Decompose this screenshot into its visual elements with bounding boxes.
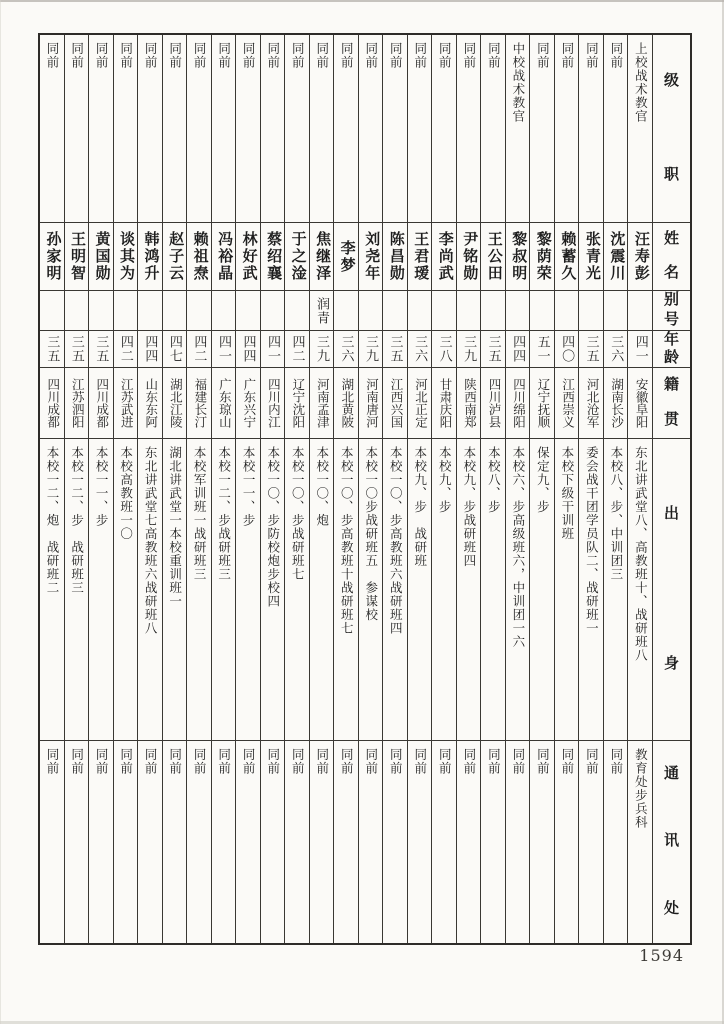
cell-native-place: 福建长汀	[187, 368, 211, 439]
cell-origin: 本校一二、步 战研班三	[65, 439, 89, 741]
cell-origin: 本校一〇、步战研班七	[285, 439, 309, 741]
cell-origin: 本校八、步、中训团三	[604, 439, 628, 741]
cell-address: 同前	[412, 748, 427, 775]
cell-native-place: 四川泸县	[481, 368, 505, 439]
header-cell-rank: 级 职	[653, 35, 690, 223]
person-column	[40, 35, 65, 943]
header-cell-address: 通 讯 处	[663, 766, 679, 917]
cell-rank: 同前	[138, 35, 162, 223]
cell-rank: 同前	[65, 35, 89, 223]
cell-alias	[236, 291, 260, 331]
cell-rank: 同前	[604, 35, 628, 223]
cell-rank: 同前	[530, 35, 554, 223]
cell-alias	[628, 291, 652, 331]
person-column	[236, 35, 261, 943]
cell-address: 同前	[241, 748, 256, 775]
cell-rank: 中校战术教官	[506, 35, 530, 223]
cell-native-place: 江西崇义	[555, 368, 579, 439]
cell-alias	[163, 291, 187, 331]
person-column	[334, 35, 359, 943]
scan-edge-top	[0, 0, 724, 2]
cell-address: 同前	[45, 748, 60, 775]
cell-age: 三五	[89, 331, 113, 368]
cell-alias	[481, 291, 505, 331]
person-column	[310, 35, 335, 943]
cell-alias	[187, 291, 211, 331]
cell-rank: 同前	[261, 35, 285, 223]
header-cell-native: 籍 贯	[653, 368, 690, 439]
cell-name: 黎叔明	[506, 223, 530, 291]
header-cell-name: 姓 名	[653, 223, 690, 291]
cell-alias	[89, 291, 113, 331]
cell-alias	[114, 291, 138, 331]
cell-name: 汪寿彭	[628, 223, 652, 291]
person-column	[187, 35, 212, 943]
cell-native-place: 湖南长沙	[604, 368, 628, 439]
cell-age: 三五	[40, 331, 64, 368]
cell-rank: 同前	[432, 35, 456, 223]
cell-rank: 同前	[481, 35, 505, 223]
cell-address: 同前	[339, 748, 354, 775]
cell-age: 四一	[261, 331, 285, 368]
cell-name: 蔡绍襄	[261, 223, 285, 291]
cell-address: 同前	[608, 748, 623, 775]
cell-age: 四四	[138, 331, 162, 368]
cell-alias	[432, 291, 456, 331]
cell-native-place: 江西兴国	[383, 368, 407, 439]
cell-origin: 本校下级干训班	[555, 439, 579, 741]
cell-name: 林好武	[236, 223, 260, 291]
cell-alias	[65, 291, 89, 331]
cell-address: 同前	[559, 748, 574, 775]
cell-age: 四一	[212, 331, 236, 368]
cell-alias	[138, 291, 162, 331]
cell-address: 同前	[535, 748, 550, 775]
cell-rank: 同前	[40, 35, 64, 223]
person-column	[89, 35, 114, 943]
cell-age: 三五	[579, 331, 603, 368]
cell-native-place: 辽宁抚顺	[530, 368, 554, 439]
cell-origin: 本校一一、步	[89, 439, 113, 741]
header-cell-origin: 出 身	[653, 439, 690, 741]
cell-native-place: 广东琼山	[212, 368, 236, 439]
cell-origin: 东北讲武堂七高教班六战研班八	[138, 439, 162, 741]
person-column	[138, 35, 163, 943]
cell-rank: 同前	[285, 35, 309, 223]
cell-name: 陈昌勋	[383, 223, 407, 291]
cell-native-place: 陕西南郑	[457, 368, 481, 439]
cell-name: 王明智	[65, 223, 89, 291]
person-column	[285, 35, 310, 943]
cell-origin: 本校一〇、炮	[310, 439, 334, 741]
cell-age: 三五	[481, 331, 505, 368]
cell-rank: 同前	[334, 35, 358, 223]
cell-native-place: 四川成都	[40, 368, 64, 439]
cell-address: 同前	[192, 748, 207, 775]
cell-origin: 本校一〇步战研班五 参谋校	[359, 439, 383, 741]
person-column	[212, 35, 237, 943]
cell-rank: 同前	[579, 35, 603, 223]
person-column	[114, 35, 139, 943]
cell-name: 于之淦	[285, 223, 309, 291]
person-column	[628, 35, 653, 943]
cell-age: 三六	[334, 331, 358, 368]
cell-native-place: 安徽阜阳	[628, 368, 652, 439]
cell-name: 沈震川	[604, 223, 628, 291]
cell-name: 黎荫荣	[530, 223, 554, 291]
cell-native-place: 江苏泗阳	[65, 368, 89, 439]
cell-name: 孙家明	[40, 223, 64, 291]
cell-alias	[530, 291, 554, 331]
cell-rank: 同前	[310, 35, 334, 223]
cell-native-place: 广东兴宁	[236, 368, 260, 439]
cell-native-place: 江苏武进	[114, 368, 138, 439]
cell-origin: 本校一〇、步高教班十战研班七	[334, 439, 358, 741]
cell-alias	[555, 291, 579, 331]
cell-address: 同前	[486, 748, 501, 775]
cell-age: 三八	[432, 331, 456, 368]
cell-age: 四四	[506, 331, 530, 368]
cell-native-place: 河南孟津	[310, 368, 334, 439]
cell-name: 谈其为	[114, 223, 138, 291]
person-column	[359, 35, 384, 943]
cell-age: 三九	[457, 331, 481, 368]
cell-age: 四七	[163, 331, 187, 368]
cell-native-place: 河北沧军	[579, 368, 603, 439]
cell-alias	[212, 291, 236, 331]
cell-address: 同前	[437, 748, 452, 775]
cell-address: 同前	[143, 748, 158, 775]
cell-rank: 同前	[212, 35, 236, 223]
cell-address: 同前	[167, 748, 182, 775]
page-number: 1594	[639, 946, 684, 965]
person-column	[163, 35, 188, 943]
cell-origin: 东北讲武堂八、高教班十、战研班八	[628, 439, 652, 741]
cell-alias	[359, 291, 383, 331]
cell-alias: 润青	[310, 291, 334, 331]
cell-origin: 本校八、步	[481, 439, 505, 741]
cell-address: 同前	[118, 748, 133, 775]
cell-age: 三六	[408, 331, 432, 368]
cell-origin: 本校一〇、步高教班六战研班四	[383, 439, 407, 741]
cell-name: 王公田	[481, 223, 505, 291]
cell-rank: 同前	[163, 35, 187, 223]
cell-native-place: 甘肃庆阳	[432, 368, 456, 439]
cell-origin: 本校一一、步	[236, 439, 260, 741]
header-column	[653, 35, 690, 943]
scan-edge-left	[0, 0, 1, 1024]
cell-address: 同前	[388, 748, 403, 775]
header-cell-age: 年 龄	[653, 331, 690, 368]
person-column	[65, 35, 90, 943]
cell-rank: 同前	[457, 35, 481, 223]
cell-name: 赵子云	[163, 223, 187, 291]
cell-alias	[408, 291, 432, 331]
cell-age: 四〇	[555, 331, 579, 368]
person-column	[555, 35, 580, 943]
cell-name: 尹铭勋	[457, 223, 481, 291]
cell-origin: 本校一〇、步防校炮步校四	[261, 439, 285, 741]
cell-origin: 本校九、步	[432, 439, 456, 741]
cell-native-place: 湖北江陵	[163, 368, 187, 439]
cell-native-place: 四川绵阳	[506, 368, 530, 439]
person-column	[604, 35, 629, 943]
cell-name: 韩鸿升	[138, 223, 162, 291]
cell-native-place: 河北正定	[408, 368, 432, 439]
cell-rank: 同前	[187, 35, 211, 223]
cell-age: 三九	[359, 331, 383, 368]
cell-age: 三六	[604, 331, 628, 368]
cell-origin: 本校九、步战研班四	[457, 439, 481, 741]
roster-table	[38, 33, 692, 945]
cell-address: 同前	[510, 748, 525, 775]
cell-rank: 同前	[114, 35, 138, 223]
cell-rank: 同前	[89, 35, 113, 223]
cell-address: 同前	[461, 748, 476, 775]
cell-age: 三五	[383, 331, 407, 368]
cell-age: 四二	[187, 331, 211, 368]
cell-name: 赖祖焘	[187, 223, 211, 291]
cell-name: 冯裕晶	[212, 223, 236, 291]
cell-rank: 同前	[236, 35, 260, 223]
cell-name: 李梦	[334, 223, 358, 291]
person-column	[481, 35, 506, 943]
cell-name: 张青光	[579, 223, 603, 291]
cell-alias	[604, 291, 628, 331]
cell-name: 王君瑷	[408, 223, 432, 291]
cell-address: 同前	[216, 748, 231, 775]
cell-origin: 本校九、步 战研班	[408, 439, 432, 741]
cell-rank: 同前	[383, 35, 407, 223]
cell-rank: 上校战术教官	[628, 35, 652, 223]
cell-rank: 同前	[555, 35, 579, 223]
cell-age: 四一	[628, 331, 652, 368]
cell-age: 五一	[530, 331, 554, 368]
cell-age: 四二	[114, 331, 138, 368]
cell-native-place: 山东东阿	[138, 368, 162, 439]
cell-age: 三五	[65, 331, 89, 368]
cell-alias	[334, 291, 358, 331]
cell-origin: 湖北讲武堂一本校重训班一	[163, 439, 187, 741]
cell-alias	[285, 291, 309, 331]
cell-native-place: 河南唐河	[359, 368, 383, 439]
person-column	[261, 35, 286, 943]
person-column	[408, 35, 433, 943]
cell-alias	[506, 291, 530, 331]
person-column	[530, 35, 555, 943]
cell-name: 黄国勋	[89, 223, 113, 291]
cell-age: 四二	[285, 331, 309, 368]
cell-alias	[383, 291, 407, 331]
cell-native-place: 湖北黄陂	[334, 368, 358, 439]
cell-origin: 本校一二、步战研班三	[212, 439, 236, 741]
cell-origin: 本校军训班一战研班三	[187, 439, 211, 741]
person-column	[457, 35, 482, 943]
cell-alias	[261, 291, 285, 331]
person-column	[506, 35, 531, 943]
cell-alias	[40, 291, 64, 331]
cell-rank: 同前	[408, 35, 432, 223]
person-column	[383, 35, 408, 943]
cell-rank: 同前	[359, 35, 383, 223]
cell-address: 同前	[94, 748, 109, 775]
cell-address: 同前	[69, 748, 84, 775]
cell-alias	[457, 291, 481, 331]
cell-native-place: 辽宁沈阳	[285, 368, 309, 439]
cell-native-place: 四川内江	[261, 368, 285, 439]
cell-name: 焦继泽	[310, 223, 334, 291]
cell-address: 同前	[363, 748, 378, 775]
cell-address: 同前	[265, 748, 280, 775]
person-column	[432, 35, 457, 943]
cell-age: 三九	[310, 331, 334, 368]
cell-origin: 本校高教班一〇	[114, 439, 138, 741]
cell-address: 同前	[584, 748, 599, 775]
cell-native-place: 四川成都	[89, 368, 113, 439]
cell-name: 赖蓄久	[555, 223, 579, 291]
header-cell-alias: 别 号	[653, 291, 690, 331]
cell-address: 同前	[314, 748, 329, 775]
cell-address: 教育处步兵科	[633, 748, 648, 829]
cell-alias	[579, 291, 603, 331]
cell-age: 四四	[236, 331, 260, 368]
cell-origin: 保定九、步	[530, 439, 554, 741]
cell-name: 李尚武	[432, 223, 456, 291]
cell-origin: 本校六、步高级班六，中训团一六	[506, 439, 530, 741]
cell-origin: 委会战干团学员队二、战研班一	[579, 439, 603, 741]
cell-origin: 本校一二、炮 战研班二	[40, 439, 64, 741]
cell-name: 刘尧年	[359, 223, 383, 291]
cell-address: 同前	[290, 748, 305, 775]
person-column	[579, 35, 604, 943]
